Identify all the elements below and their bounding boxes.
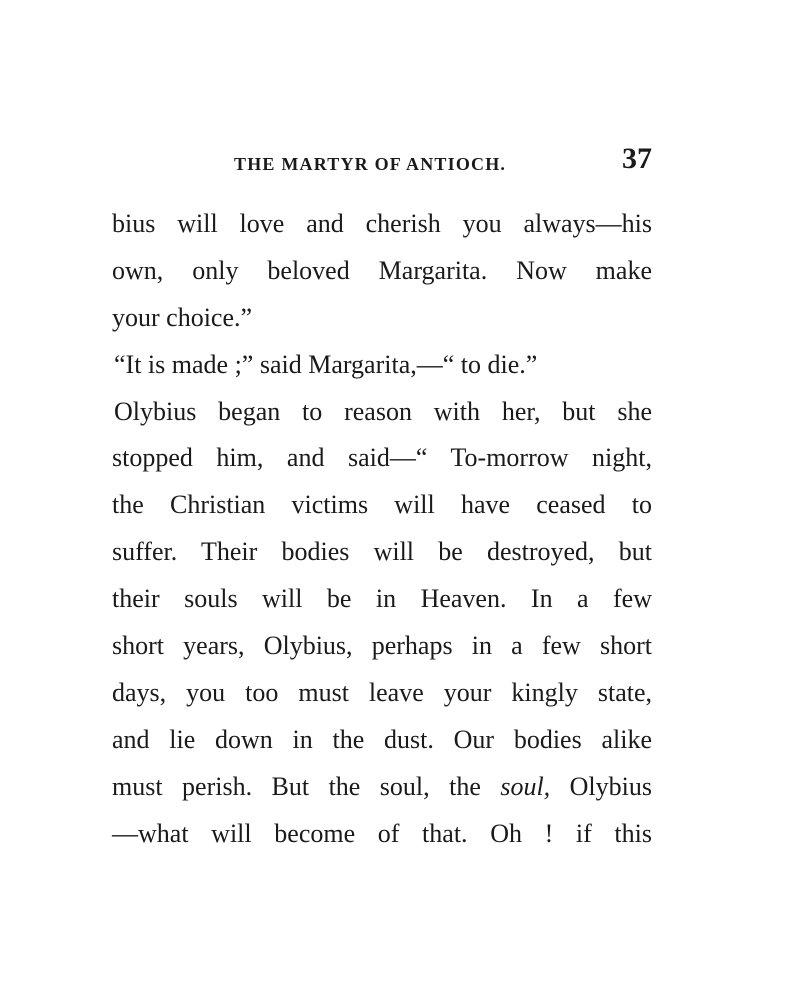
- body-text: [112, 201, 652, 857]
- text-segment: Olybius: [550, 771, 652, 801]
- text-segment: must perish. But the soul, the: [112, 771, 501, 801]
- text-line: stopped him, and said—“ To-morrow night,: [112, 443, 652, 473]
- text-line: the Christian victims will have ceased to: [112, 490, 652, 520]
- text-line: their souls will be in Heaven. In a few: [112, 584, 652, 614]
- text-line: bius will love and cherish you always—his: [112, 209, 652, 238]
- text-line: “It is made ;” said Margarita,—“ to die.”: [114, 349, 538, 379]
- running-head: [112, 142, 652, 182]
- text-line: suffer. Their bodies will be destroyed, but: [112, 537, 652, 567]
- text-line: and lie down in the dust. Our bodies alike: [112, 724, 652, 754]
- italic-word: soul,: [500, 771, 551, 801]
- text-line: days, you too must leave your kingly state,: [112, 677, 652, 707]
- text-line: —what will become of that. Oh ! if this: [112, 818, 652, 848]
- text-line-with-italic: [112, 764, 652, 811]
- page-number: 37: [622, 142, 652, 175]
- text-line: own, only beloved Margarita. Now make: [112, 255, 652, 285]
- running-title: THE MARTYR OF ANTIOCH.: [234, 154, 507, 174]
- text-line: Olybius began to reason with her, but she: [114, 396, 652, 426]
- text-line: short years, Olybius, perhaps in a few short: [112, 631, 652, 661]
- text-line: your choice.”: [112, 302, 253, 332]
